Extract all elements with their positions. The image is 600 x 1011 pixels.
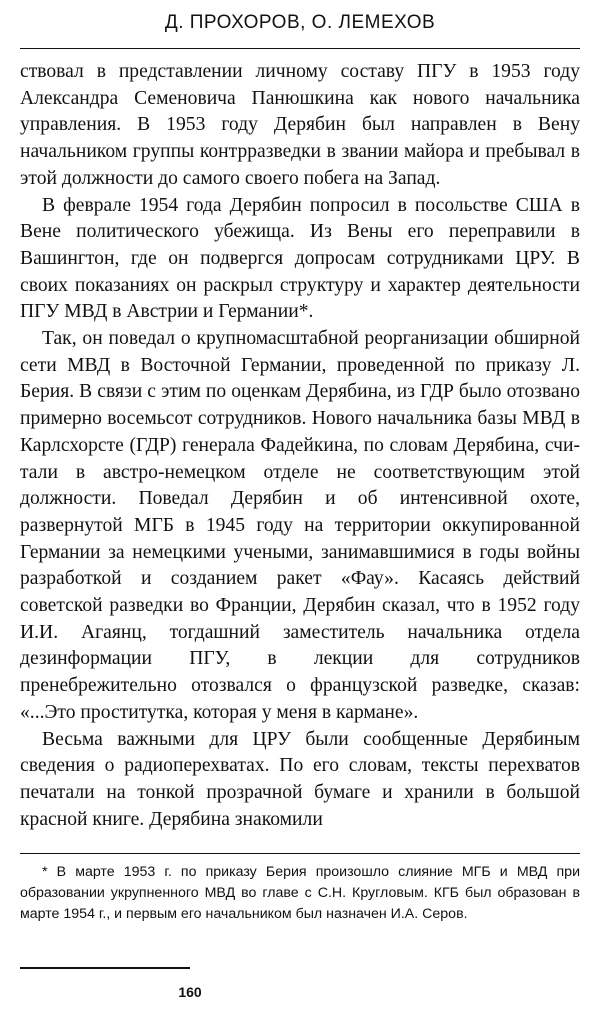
paragraph: В феврале 1954 года Дерябин попросил в посольстве США в Вене политического убежища. Из Вены его переправили в Вашингтон, где он подвергся допросам сотрудниками ЦРУ. В своих показаниях он раскрыл структуру и характер деятельности ПГУ МВД в Австрии и Германии*.: [20, 194, 580, 323]
paragraph: Так, он поведал о крупномасштабной реорганизации обширной сети МВД в Восточной Германии, проведенной по приказу Л. Берия. В связи с этим по оценкам Дерябина, из ГДР было отозвано примерно восемьсот сотрудников. Нового начальника базы МВД в Карлсхорсте (ГДР) генерала Фадейкина, по словам Дерябина, считали в австро-немецком отделе не соответствующим этой должности. Поведал Дерябин и об интенсивной охоте, развернутой МГБ в 1945 году на территории оккупированной Германии за немецкими учеными, занимавшимися в годы войны разработкой и созданием ракет «Фау». Касаясь действий советской разведки во Франции, Дерябин сказал, что в 1952 году И.И. Агаянц, тогдашний заместитель начальника отдела дезинформации ПГУ, в лекции для сотрудников пренебрежительно отозвался о французской разведке, сказав: «...Это проститутка, которая у меня в кармане».: [20, 328, 580, 723]
footer-rule: [20, 967, 190, 969]
header-rule: [20, 48, 580, 49]
page-number: 160: [178, 984, 202, 1000]
footnote: * В марте 1953 г. по приказу Берия произошло слияние МГБ и МВД при образовании укрупненного МВД во главе с С.Н. Кругловым. КГБ был образован в марте 1954 г., и первым его начальником был назначен И.А. Серов.: [20, 864, 580, 922]
body-text: [20, 59, 580, 833]
footnote-rule: [20, 853, 580, 854]
book-page: [20, 0, 580, 1011]
running-head: Д. ПРОХОРОВ, О. ЛЕМЕХОВ: [164, 12, 436, 33]
paragraph-continued: ствовал в представлении личному составу ПГУ в 1953 году Александра Семеновича Панюшкина как нового начальника управления. В 1953 году Дерябин был направлен в Вену начальником группы контрразведки в звании майора и пребывал в этой должности до самого своего побега на Запад.: [20, 61, 580, 189]
paragraph: Весьма важными для ЦРУ были сообщенные Дерябиным сведения о радиоперехватах. По его словам, тексты перехватов печатали на тонкой прозрачной бумаге и хранили в большой красной книге. Дерябина знакомили: [20, 728, 580, 830]
